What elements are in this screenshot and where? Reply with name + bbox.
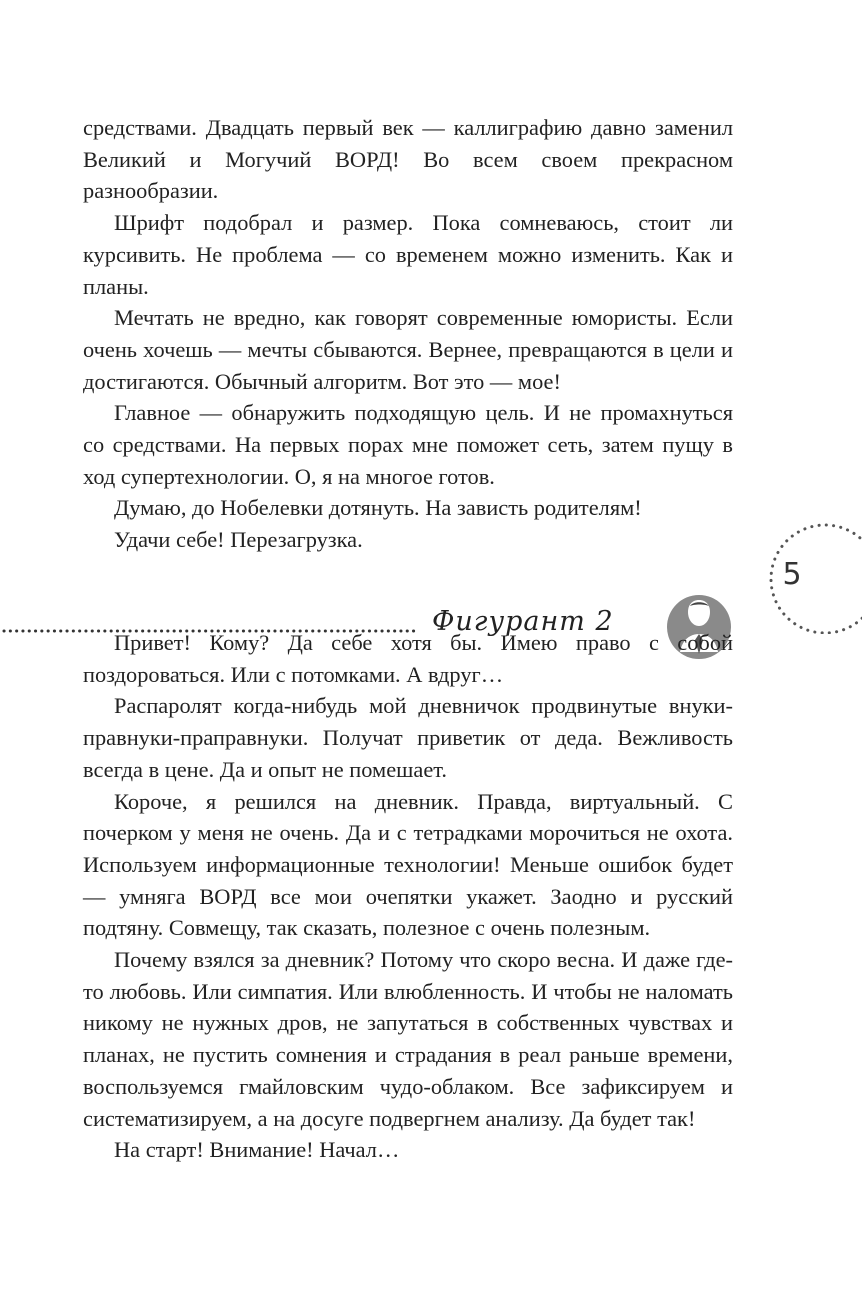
paragraph: Шрифт подобрал и размер. Пока сомневаюсь, стоит ли курсивить. Не проблема — со временем можно изменить. Как и планы. — [83, 210, 733, 299]
paragraph: Привет! Кому? Да себе хотя бы. Имею право с собой поздороваться. Или с потомками. А вдруг… — [83, 630, 733, 687]
text-block-top — [83, 112, 733, 556]
paragraph: средствами. Двадцать первый век — каллиграфию давно заменил Великий и Могучий ВОРД! Во всем своем прекрасном разнообразии. — [83, 115, 733, 204]
paragraph: Мечтать не вредно, как говорят современные юмористы. Если очень хочешь — мечты сбываются. Вернее, превращаются в цели и достигаются. Обычный алгоритм. Вот это — мое! — [83, 305, 733, 394]
paragraph: Удачи себе! Перезагрузка. — [114, 527, 363, 553]
page-number-badge — [751, 523, 862, 634]
paragraph: На старт! Внимание! Начал… — [114, 1137, 400, 1163]
paragraph: Главное — обнаружить подходящую цель. И не промахнуться со средствами. На первых порах мне поможет сеть, затем пущу в ход супертехнологии. О, я на многое готов. — [83, 400, 733, 489]
section-heading: Фигурант 2 — [432, 606, 614, 637]
text-block-bottom — [83, 627, 733, 1166]
paragraph: Распаролят когда-нибудь мой дневничок продвинутые внуки-правнуки-праправнуки. Получат приветик от деда. Вежливость всегда в цене. Да и опыт не помешает. — [83, 693, 733, 782]
paragraph: Короче, я решился на дневник. Правда, виртуальный. С почерком у меня не очень. Да и с тетрадками морочиться не охота. Используем информационные технологии! Меньше ошибок будет — умняга ВОРД все мои очепятки укажет. Заодно и русский подтяну. Совмещу, так сказать, полезное с очень полезным. — [83, 788, 733, 941]
paragraph: Почему взялся за дневник? Потому что скоро весна. И даже где-то любовь. Или симпатия. Или влюбленность. И чтобы не наломать никому не нужных дров, не запутаться в собственных чувствах и планах, не пустить сомнения и страдания в реал раньше времени, воспользуемся гмайловским чудо-облаком. Все зафиксируем и систематизируем, а на досуге подвергнем анализу. Да будет так! — [83, 947, 733, 1131]
page-number: 5 — [782, 557, 802, 592]
paragraph: Думаю, до Нобелевки дотянуть. На зависть родителям! — [114, 495, 642, 521]
